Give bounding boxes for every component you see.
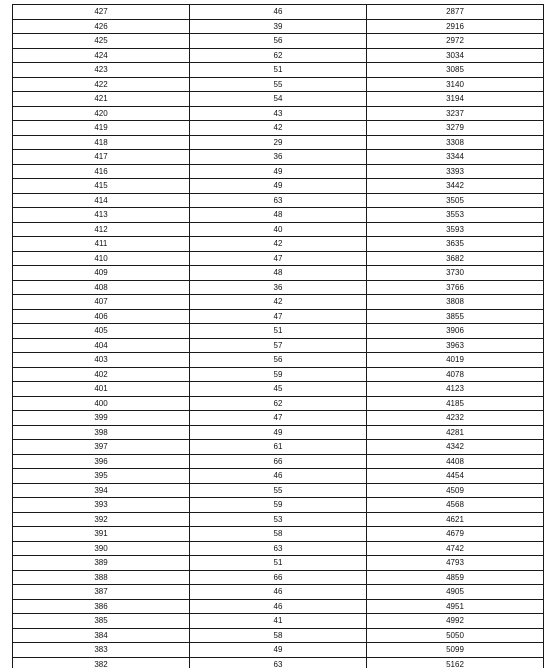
cumulative-cell: 5050 — [367, 628, 544, 643]
score-cell: 390 — [13, 541, 190, 556]
score-cell: 407 — [13, 295, 190, 310]
table-row — [13, 193, 544, 208]
table-row — [13, 353, 544, 368]
score-cell: 417 — [13, 150, 190, 165]
table-row — [13, 251, 544, 266]
table-row — [13, 382, 544, 397]
cumulative-cell: 4078 — [367, 367, 544, 382]
score-cell: 386 — [13, 599, 190, 614]
cumulative-cell: 4679 — [367, 527, 544, 542]
table-row — [13, 106, 544, 121]
score-cell: 427 — [13, 5, 190, 20]
cumulative-cell: 4185 — [367, 396, 544, 411]
count-cell: 55 — [190, 483, 367, 498]
count-cell: 55 — [190, 77, 367, 92]
cumulative-cell: 4621 — [367, 512, 544, 527]
score-cell: 397 — [13, 440, 190, 455]
cumulative-cell: 2877 — [367, 5, 544, 20]
count-cell: 39 — [190, 19, 367, 34]
cumulative-cell: 5099 — [367, 643, 544, 658]
score-cell: 418 — [13, 135, 190, 150]
score-cell: 408 — [13, 280, 190, 295]
count-cell: 47 — [190, 251, 367, 266]
cumulative-cell: 3808 — [367, 295, 544, 310]
cumulative-cell: 3906 — [367, 324, 544, 339]
table-row — [13, 208, 544, 223]
cumulative-cell: 3194 — [367, 92, 544, 107]
count-cell: 63 — [190, 657, 367, 668]
score-cell: 413 — [13, 208, 190, 223]
table-row — [13, 570, 544, 585]
table-row — [13, 585, 544, 600]
score-cell: 421 — [13, 92, 190, 107]
score-cell: 422 — [13, 77, 190, 92]
score-cell: 425 — [13, 34, 190, 49]
score-cell: 389 — [13, 556, 190, 571]
table-row — [13, 469, 544, 484]
cumulative-cell: 3635 — [367, 237, 544, 252]
count-cell: 45 — [190, 382, 367, 397]
table-row — [13, 295, 544, 310]
cumulative-cell: 3279 — [367, 121, 544, 136]
score-cell: 415 — [13, 179, 190, 194]
cumulative-cell: 4509 — [367, 483, 544, 498]
count-cell: 47 — [190, 411, 367, 426]
cumulative-cell: 4568 — [367, 498, 544, 513]
cumulative-cell: 3553 — [367, 208, 544, 223]
table-row — [13, 338, 544, 353]
score-cell: 400 — [13, 396, 190, 411]
table-row — [13, 425, 544, 440]
count-cell: 49 — [190, 643, 367, 658]
count-cell: 29 — [190, 135, 367, 150]
score-cell: 424 — [13, 48, 190, 63]
cumulative-cell: 4454 — [367, 469, 544, 484]
count-cell: 48 — [190, 266, 367, 281]
table-row — [13, 498, 544, 513]
count-cell: 46 — [190, 585, 367, 600]
score-cell: 384 — [13, 628, 190, 643]
table-row — [13, 5, 544, 20]
count-cell: 53 — [190, 512, 367, 527]
table-row — [13, 237, 544, 252]
count-cell: 49 — [190, 425, 367, 440]
cumulative-cell: 3682 — [367, 251, 544, 266]
score-cell: 399 — [13, 411, 190, 426]
count-cell: 36 — [190, 150, 367, 165]
score-cell: 416 — [13, 164, 190, 179]
score-cell: 414 — [13, 193, 190, 208]
table-row — [13, 280, 544, 295]
table-row — [13, 34, 544, 49]
cumulative-cell: 4281 — [367, 425, 544, 440]
cumulative-cell: 4905 — [367, 585, 544, 600]
count-cell: 46 — [190, 599, 367, 614]
cumulative-cell: 4793 — [367, 556, 544, 571]
score-cell: 403 — [13, 353, 190, 368]
table-row — [13, 440, 544, 455]
score-cell: 382 — [13, 657, 190, 668]
cumulative-cell: 2916 — [367, 19, 544, 34]
count-cell: 42 — [190, 295, 367, 310]
count-cell: 46 — [190, 469, 367, 484]
count-cell: 58 — [190, 628, 367, 643]
cumulative-cell: 3766 — [367, 280, 544, 295]
score-cell: 405 — [13, 324, 190, 339]
table-row — [13, 324, 544, 339]
table-row — [13, 614, 544, 629]
cumulative-cell: 3855 — [367, 309, 544, 324]
cumulative-cell: 3963 — [367, 338, 544, 353]
cumulative-cell: 3593 — [367, 222, 544, 237]
cumulative-cell: 3140 — [367, 77, 544, 92]
cumulative-cell: 4408 — [367, 454, 544, 469]
count-cell: 61 — [190, 440, 367, 455]
count-cell: 56 — [190, 353, 367, 368]
count-cell: 62 — [190, 48, 367, 63]
table-row — [13, 556, 544, 571]
score-cell: 410 — [13, 251, 190, 266]
cumulative-cell: 3505 — [367, 193, 544, 208]
count-cell: 47 — [190, 309, 367, 324]
table-row — [13, 309, 544, 324]
score-cell: 388 — [13, 570, 190, 585]
score-cell: 406 — [13, 309, 190, 324]
score-cell: 401 — [13, 382, 190, 397]
count-cell: 59 — [190, 498, 367, 513]
cumulative-cell: 4232 — [367, 411, 544, 426]
table-row — [13, 164, 544, 179]
score-cell: 393 — [13, 498, 190, 513]
count-cell: 66 — [190, 454, 367, 469]
count-cell: 66 — [190, 570, 367, 585]
score-cell: 396 — [13, 454, 190, 469]
cumulative-cell: 3085 — [367, 63, 544, 78]
cumulative-cell: 4342 — [367, 440, 544, 455]
score-cell: 402 — [13, 367, 190, 382]
count-cell: 42 — [190, 121, 367, 136]
table-row — [13, 541, 544, 556]
count-cell: 41 — [190, 614, 367, 629]
count-cell: 49 — [190, 164, 367, 179]
count-cell: 56 — [190, 34, 367, 49]
table-row — [13, 628, 544, 643]
score-cell: 387 — [13, 585, 190, 600]
cumulative-cell: 4742 — [367, 541, 544, 556]
score-cell: 411 — [13, 237, 190, 252]
cumulative-cell: 3442 — [367, 179, 544, 194]
count-cell: 36 — [190, 280, 367, 295]
count-cell: 51 — [190, 324, 367, 339]
cumulative-cell: 3393 — [367, 164, 544, 179]
cumulative-cell: 3034 — [367, 48, 544, 63]
count-cell: 49 — [190, 179, 367, 194]
table-row — [13, 367, 544, 382]
count-cell: 51 — [190, 63, 367, 78]
score-cell: 385 — [13, 614, 190, 629]
table-row — [13, 92, 544, 107]
count-cell: 58 — [190, 527, 367, 542]
table-row — [13, 527, 544, 542]
count-cell: 62 — [190, 396, 367, 411]
table-row — [13, 483, 544, 498]
score-cell: 392 — [13, 512, 190, 527]
cumulative-cell: 2972 — [367, 34, 544, 49]
table-row — [13, 150, 544, 165]
cumulative-cell: 3730 — [367, 266, 544, 281]
cumulative-cell: 4019 — [367, 353, 544, 368]
count-cell: 46 — [190, 5, 367, 20]
count-cell: 63 — [190, 541, 367, 556]
score-cell: 412 — [13, 222, 190, 237]
table-row — [13, 135, 544, 150]
table-row — [13, 48, 544, 63]
table-row — [13, 657, 544, 668]
cumulative-cell: 4992 — [367, 614, 544, 629]
cumulative-cell: 4123 — [367, 382, 544, 397]
table-row — [13, 19, 544, 34]
table-row — [13, 63, 544, 78]
score-cell: 394 — [13, 483, 190, 498]
count-cell: 42 — [190, 237, 367, 252]
table-row — [13, 77, 544, 92]
score-cell: 391 — [13, 527, 190, 542]
cumulative-cell: 3237 — [367, 106, 544, 121]
cumulative-cell: 4951 — [367, 599, 544, 614]
score-cell: 419 — [13, 121, 190, 136]
table-row — [13, 266, 544, 281]
cumulative-cell: 4859 — [367, 570, 544, 585]
table-row — [13, 222, 544, 237]
cumulative-cell: 3344 — [367, 150, 544, 165]
table-row — [13, 454, 544, 469]
count-cell: 54 — [190, 92, 367, 107]
score-cell: 423 — [13, 63, 190, 78]
table-row — [13, 599, 544, 614]
table-row — [13, 411, 544, 426]
score-cell: 409 — [13, 266, 190, 281]
table-row — [13, 643, 544, 658]
score-cell: 395 — [13, 469, 190, 484]
score-cell: 383 — [13, 643, 190, 658]
table-body — [13, 5, 544, 668]
count-cell: 51 — [190, 556, 367, 571]
score-cell: 404 — [13, 338, 190, 353]
cumulative-cell: 3308 — [367, 135, 544, 150]
table-row — [13, 396, 544, 411]
score-cell: 398 — [13, 425, 190, 440]
score-distribution-table — [12, 4, 544, 668]
count-cell: 43 — [190, 106, 367, 121]
score-cell: 420 — [13, 106, 190, 121]
table-row — [13, 512, 544, 527]
score-cell: 426 — [13, 19, 190, 34]
count-cell: 48 — [190, 208, 367, 223]
cumulative-cell: 5162 — [367, 657, 544, 668]
count-cell: 57 — [190, 338, 367, 353]
table-row — [13, 121, 544, 136]
table-row — [13, 179, 544, 194]
count-cell: 63 — [190, 193, 367, 208]
count-cell: 59 — [190, 367, 367, 382]
count-cell: 40 — [190, 222, 367, 237]
